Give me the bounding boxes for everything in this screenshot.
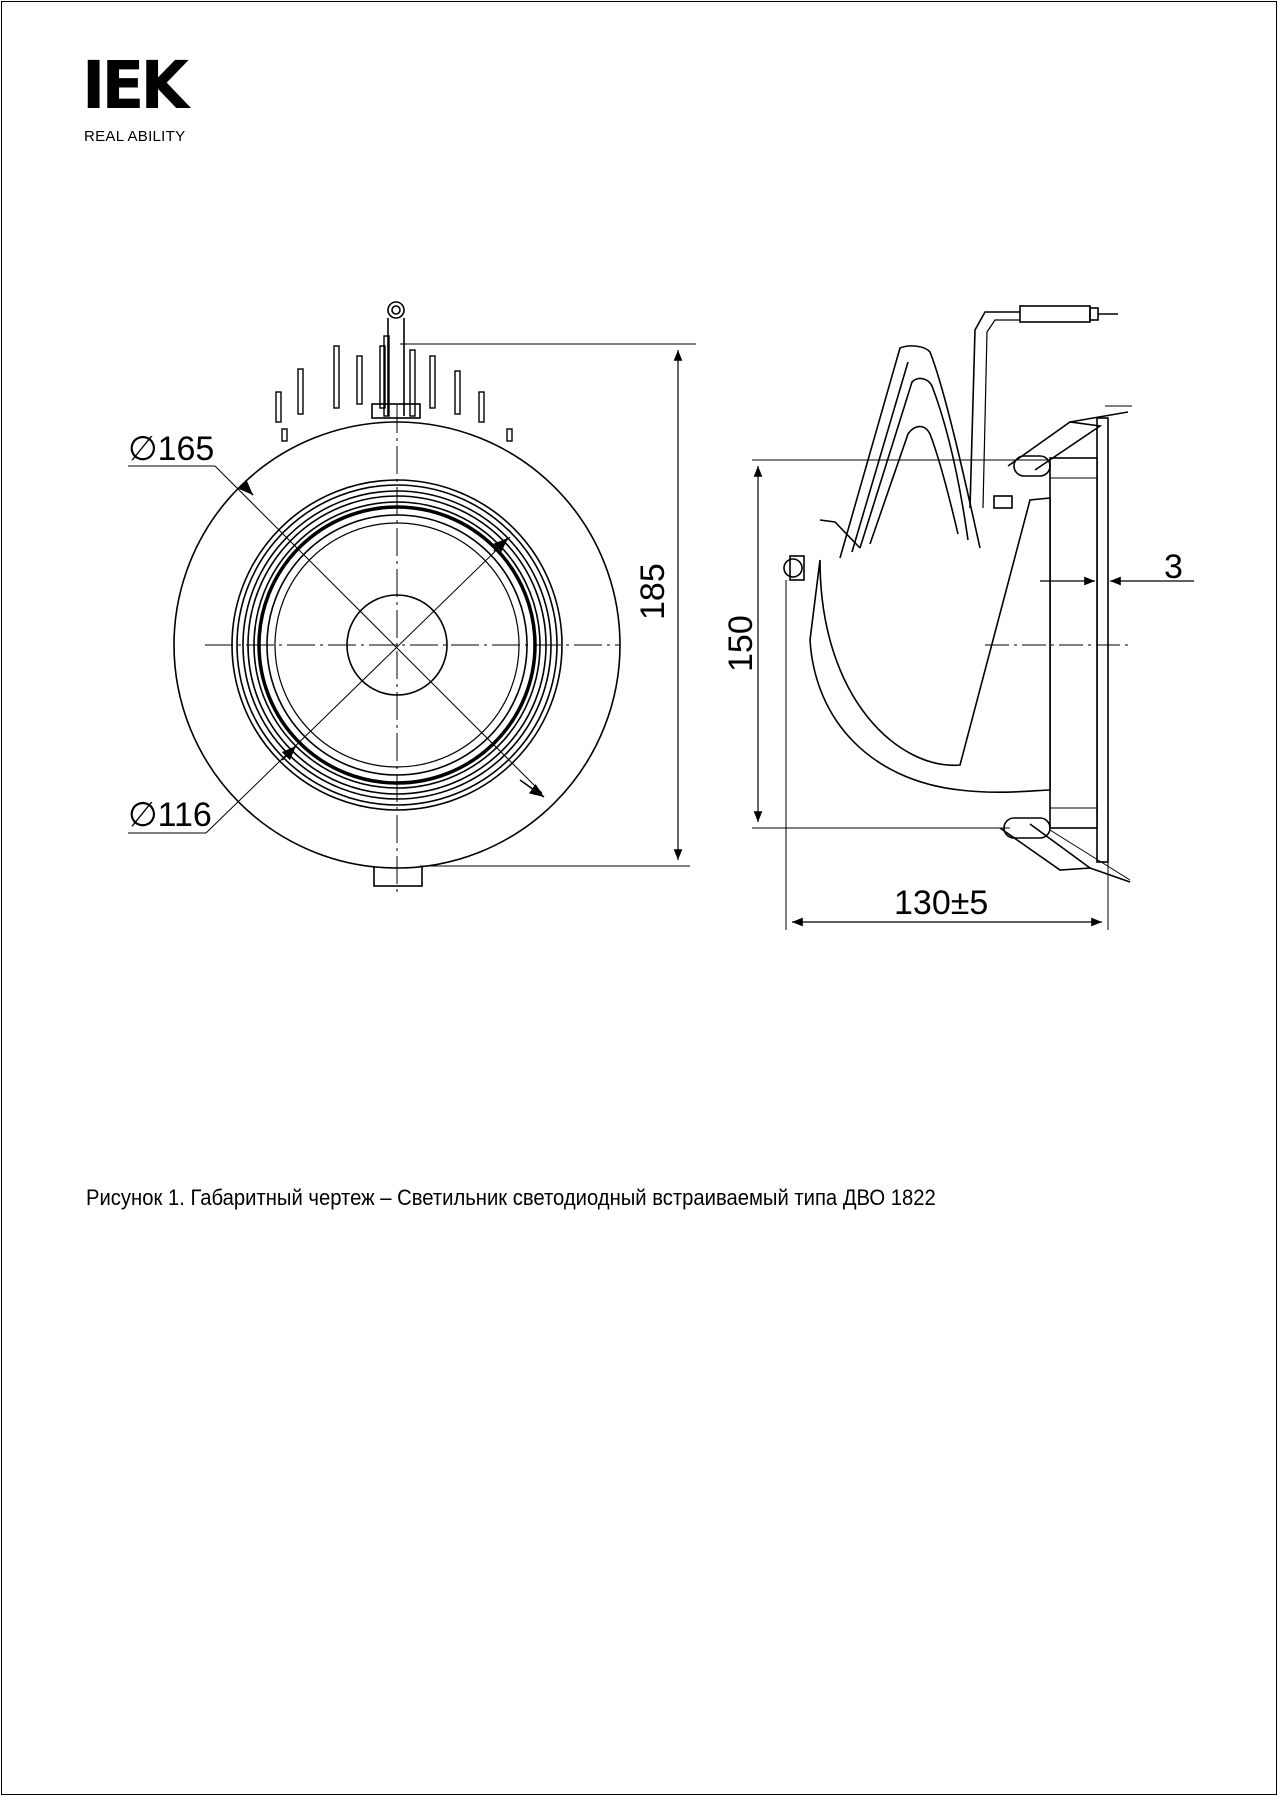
dim-depth: 130±5 bbox=[894, 884, 989, 922]
top-cable-gland bbox=[372, 302, 420, 418]
brand-tagline: REAL ABILITY bbox=[84, 128, 186, 145]
front-flange bbox=[1097, 418, 1108, 862]
dim-front-height: 185 bbox=[634, 563, 672, 620]
front-view bbox=[128, 302, 696, 895]
dim-inner-diameter: ∅116 bbox=[128, 796, 212, 834]
side-view bbox=[752, 306, 1194, 930]
logo-mark: IEK bbox=[82, 47, 186, 124]
bottom-clip bbox=[374, 866, 422, 886]
dim-flange-thickness: 3 bbox=[1164, 548, 1183, 586]
dim-outer-diameter: ∅165 bbox=[128, 430, 215, 468]
dim-side-height: 150 bbox=[722, 615, 760, 672]
figure-caption: Рисунок 1. Габаритный чертеж – Светильник светодиодный встраиваемый типа ДВО 1822 bbox=[86, 1185, 936, 1210]
